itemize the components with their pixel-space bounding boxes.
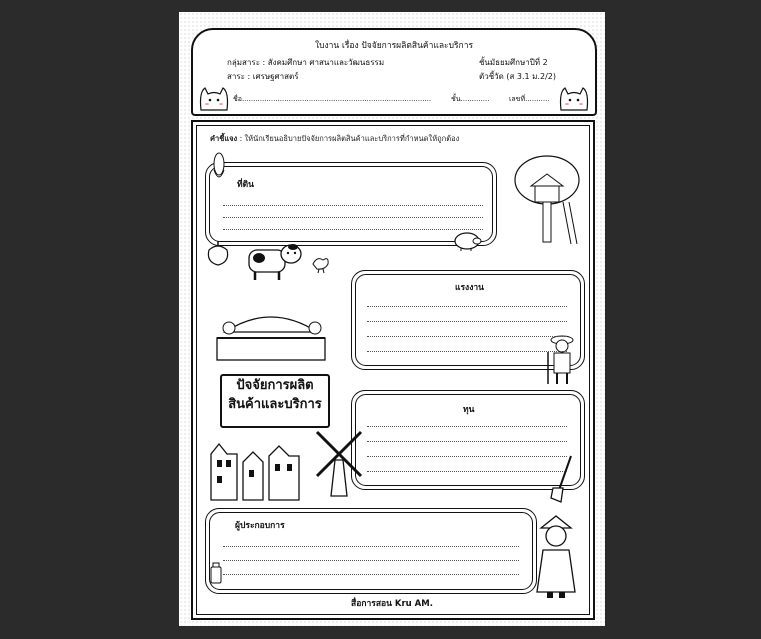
cow-icon [245, 238, 301, 282]
land-label: ที่ดิน [237, 180, 254, 190]
worksheet-body [191, 120, 595, 620]
answer-line[interactable] [367, 456, 567, 457]
market-stall-icon [211, 298, 331, 362]
pepper-icon [205, 240, 231, 266]
cat-right-icon [557, 82, 591, 112]
answer-line[interactable] [223, 229, 483, 230]
capital-label: ทุน [463, 405, 475, 415]
answer-line[interactable] [367, 351, 567, 352]
worksheet-title: ใบงาน เรื่อง ปัจจัยการผลิตสินค้าและบริการ [314, 41, 474, 51]
answer-line[interactable] [223, 560, 519, 561]
answer-line[interactable] [223, 217, 483, 218]
answer-line[interactable] [367, 441, 567, 442]
answer-line[interactable] [367, 336, 567, 337]
answer-line[interactable] [367, 306, 567, 307]
milk-bottle-icon [209, 562, 223, 584]
shovel-icon [549, 452, 577, 504]
town-houses-icon [209, 440, 305, 502]
answer-line[interactable] [367, 471, 567, 472]
pig-icon [453, 230, 483, 252]
rooster-icon [311, 252, 331, 274]
worksheet-header [191, 28, 597, 116]
labor-label: แรงงาน [455, 283, 484, 293]
worksheet-page [179, 12, 605, 626]
cat-left-icon [197, 82, 231, 112]
entrepreneur-label: ผู้ประกอบการ [235, 521, 285, 531]
treehouse-icon [513, 152, 581, 246]
instruction: คำชี้แจง : ให้นักเรียนอธิบายปัจจัยการผลิตสินค้าและบริการที่กำหนดให้ถูกต้อง [210, 134, 460, 143]
production-factors-banner: ปัจจัยการผลิต สินค้าและบริการ [220, 374, 330, 428]
farmer-icon [545, 332, 579, 386]
grade-level: ชั้นมัธยมศึกษาปีที่ 2 [479, 58, 548, 67]
dutch-girl-icon [533, 514, 579, 600]
subject-group: กลุ่มสาระ : สังคมศึกษา ศาสนาและวัฒนธรรม [227, 58, 385, 67]
windmill-icon [311, 424, 367, 498]
indicator: ตัวชี้วัด (ส 3.1 ม.2/2) [479, 72, 556, 81]
answer-line[interactable] [367, 321, 567, 322]
subject-strand: สาระ : เศรษฐศาสตร์ [227, 72, 299, 81]
answer-line[interactable] [223, 546, 519, 547]
answer-line[interactable] [223, 205, 483, 206]
corn-icon [211, 150, 227, 184]
answer-line[interactable] [367, 426, 567, 427]
class-field[interactable]: ชั้น............. [451, 95, 490, 103]
name-field[interactable]: ชื่อ..................................................................................... [233, 95, 432, 103]
number-field[interactable]: เลขที่........... [509, 95, 550, 103]
footer-credit: สื่อการสอน Kru AM. [351, 599, 433, 609]
answer-line[interactable] [223, 574, 519, 575]
